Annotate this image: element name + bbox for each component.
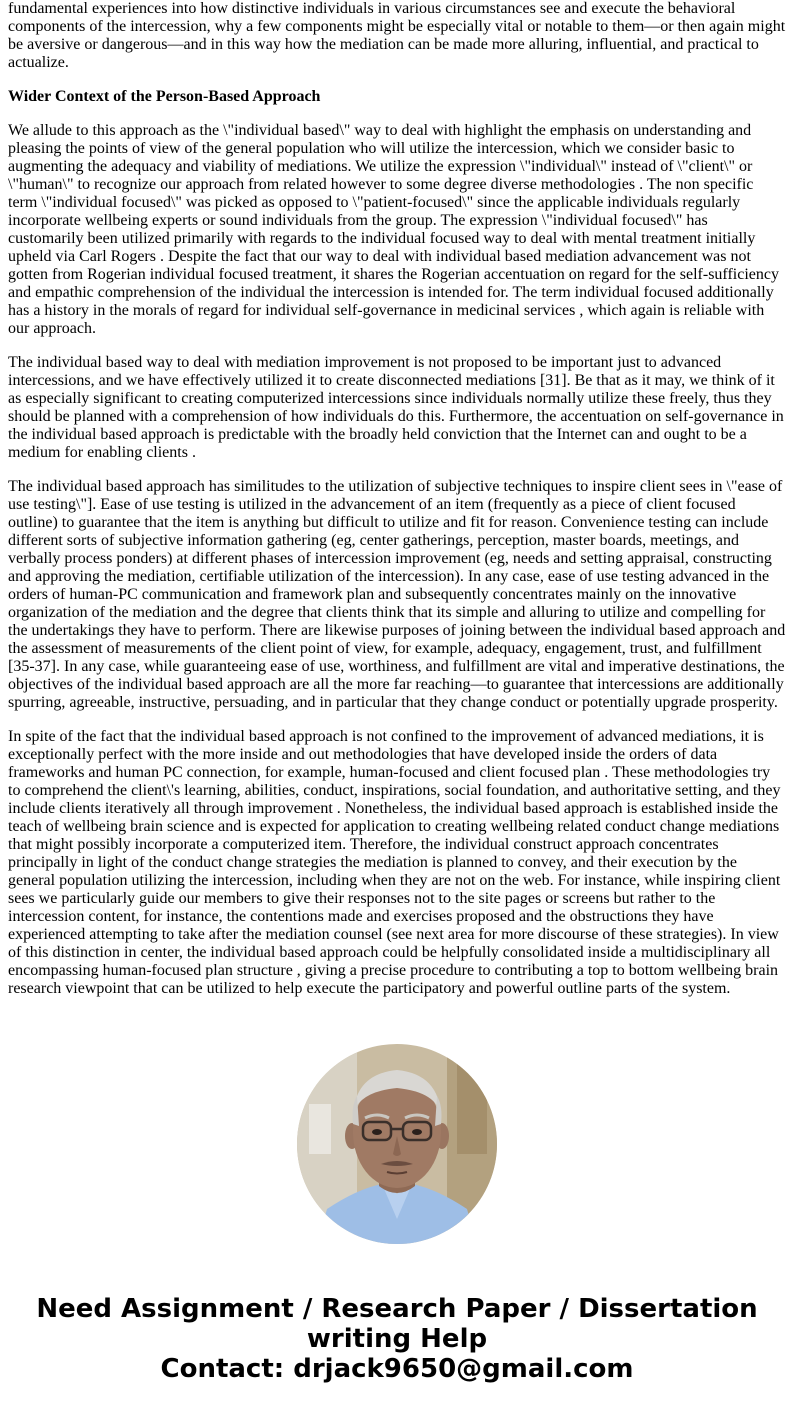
intro-paragraph: fundamental experiences into how distinctive individuals in various circumstances see and execute the behavioral components of the intercession, why a few components might be especially vital or notable to them—or then again might be aversive or dangerous—and in this way how the mediation can be made more alluring, influential, and practical to actualize. bbox=[8, 0, 786, 71]
contact-banner bbox=[0, 1294, 794, 1384]
paragraph-1: We allude to this approach as the \"individual based\" way to deal with highlight the emphasis on understanding and pleasing the points of view of the general population who will utilize the intercession, which we consider basic to augmenting the adequacy and viability of mediations. We utilize the expression \"individual\" instead of \"client\" or \"human\" to recognize our approach from related however to some degree diverse methodologies . The non specific term \"individual focused\" was picked as opposed to \"patient-focused\" since the applicable individuals regularly incorporate wellbeing experts or sound individuals from the group. The expression \"individual focused\" has customarily been utilized primarily with regards to the individual focused way to deal with mental treatment initially upheld via Carl Rogers . Despite the fact that our way to deal with individual based mediation advancement was not gotten from Rogerian individual focused treatment, it shares the Rogerian accentuation on regard for the self-sufficiency and empathic comprehension of the individual the intercession is intended for. The term individual focused additionally has a history in the morals of regard for individual self-governance in medicinal services , which again is reliable with our approach. bbox=[8, 122, 779, 337]
paragraph-4: In spite of the fact that the individual based approach is not confined to the improvement of advanced mediations, it is exceptionally perfect with the more inside and out methodologies that have developed inside the orders of data frameworks and human PC connection, for example, human-focused and client focused plan . These methodologies try to comprehend the client\'s learning, abilities, conduct, inspirations, social foundation, and authoritative setting, and they include clients iteratively all through improvement . Nonetheless, the individual based approach is established inside the teach of wellbeing brain science and is expected for application to creating wellbeing related conduct change mediations that might possibly incorporate a computerized item. Therefore, the individual construct approach concentrates principally in light of the conduct change strategies the mediation is planned to convey, and their execution by the general population utilizing the intercession, including when they are not on the web. For instance, while inspiring client sees we particularly guide our members to give their responses not to the site pages or screens but rather to the intercession content, for instance, the contentions made and exercises proposed and the obstructions they have experienced attempting to take after the mediation counsel (see next area for more discourse of these strategies). In view of this distinction in center, the individual based approach could be helpfully consolidated inside a multidisciplinary all encompassing human-focused plan structure , giving a precise procedure to contributing a top to bottom wellbeing brain research viewpoint that can be utilized to help execute the participatory and powerful outline parts of the system. bbox=[8, 728, 781, 997]
banner-line-1: Need Assignment / Research Paper / Dissertation bbox=[36, 1294, 758, 1324]
author-portrait bbox=[297, 1044, 497, 1244]
section-heading: Wider Context of the Person-Based Approach bbox=[8, 88, 321, 105]
banner-line-2: writing Help bbox=[306, 1324, 488, 1354]
contact-email: Contact: drjack9650@gmail.com bbox=[160, 1354, 634, 1384]
paragraph-3: The individual based approach has similitudes to the utilization of subjective techniques to inspire client sees in \"ease of use testing\"]. Ease of use testing is utilized in the advancement of an item (frequently as a piece of client focused outline) to guarantee that the item is anything but difficult to utilize and fit for reason. Convenience testing can include different sorts of subjective information gathering (eg, center gatherings, perception, master boards, meetings, and verbally process ponders) at different phases of intercession improvement (eg, needs and setting appraisal, constructing and approving the mediation, certifiable utilization of the intercession). In any case, ease of use testing advanced in the orders of human-PC communication and framework plan and subsequently concentrates mainly on the innovative organization of the mediation and the degree that clients think that its simple and alluring to utilize and compelling for the undertakings they have to perform. There are likewise purposes of joining between the individual based approach and the assessment of measurements of the client point of view, for example, adequacy, engagement, trust, and fulfillment [35-37]. In any case, while guaranteeing ease of use, worthiness, and fulfillment are vital and imperative destinations, the objectives of the individual based approach are all the more far reaching—to guarantee that intercessions are additionally spurring, agreeable, instructive, persuading, and in particular that they change conduct or potentially upgrade prosperity. bbox=[8, 478, 786, 711]
paragraph-2: The individual based way to deal with mediation improvement is not proposed to be important just to advanced intercessions, and we have effectively utilized it to create disconnected mediations [31]. Be that as it may, we think of it as especially significant to creating computerized intercessions since individuals normally utilize these freely, thus they should be planned with a comprehension of how individuals do this. Furthermore, the accentuation on self-governance in the individual based approach is predictable with the broadly held conviction that the Internet can and ought to be a medium for enabling clients . bbox=[8, 354, 784, 461]
article-body bbox=[8, 0, 786, 1014]
portrait-illustration bbox=[297, 1044, 497, 1244]
